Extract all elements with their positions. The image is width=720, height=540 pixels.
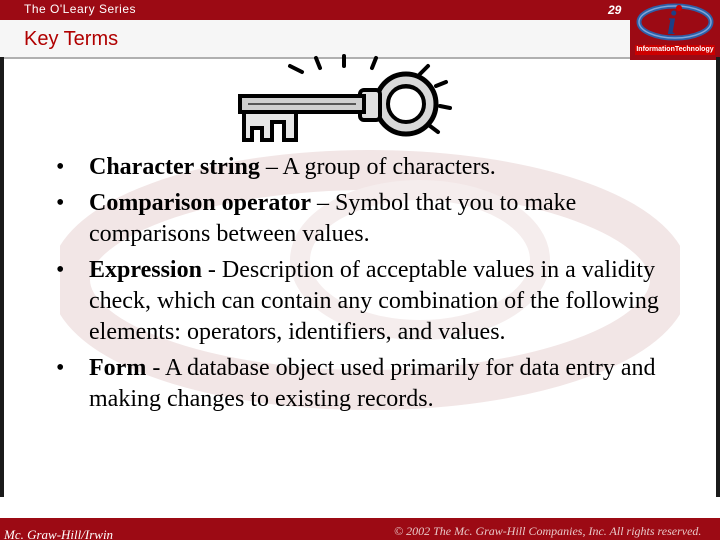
list-item — [56, 152, 676, 183]
list-item — [56, 188, 676, 250]
separator: – — [310, 190, 335, 216]
left-border — [0, 57, 4, 497]
definition: Description of acceptable values in a validity check, which can contain any combination of the following elements: operators, identifiers, and values. — [89, 257, 659, 345]
key-terms-list — [56, 152, 676, 420]
right-border — [716, 57, 720, 497]
bullet-icon: • — [56, 257, 65, 283]
definition: A group of characters. — [282, 154, 496, 180]
list-item — [56, 353, 676, 415]
series-name: The O'Leary Series — [24, 2, 137, 16]
slide-title: Key Terms — [24, 28, 119, 50]
term: Expression — [89, 257, 202, 283]
bullet-icon: • — [56, 355, 65, 381]
bullet-icon: • — [56, 154, 65, 180]
term: Character string — [89, 154, 260, 180]
publisher-name: Mc. Graw-Hill/Irwin — [4, 527, 114, 540]
definition: Symbol that you to make comparisons between values. — [89, 190, 577, 247]
term: Comparison operator — [89, 190, 311, 216]
bullet-icon: • — [56, 190, 65, 216]
page-number: 29 — [608, 3, 622, 17]
separator: – — [259, 154, 283, 180]
separator: - — [201, 257, 222, 283]
list-item — [56, 255, 676, 348]
key-icon — [228, 52, 464, 144]
definition: A database object used primarily for data entry and making changes to existing records. — [89, 355, 656, 412]
svg-text:i: i — [667, 5, 677, 42]
logo-text: InformationTechnology — [636, 46, 714, 53]
term: Form — [89, 355, 147, 381]
copyright-notice: © 2002 The Mc. Graw-Hill Companies, Inc. All rights reserved. — [394, 524, 702, 538]
separator: - — [146, 355, 165, 381]
